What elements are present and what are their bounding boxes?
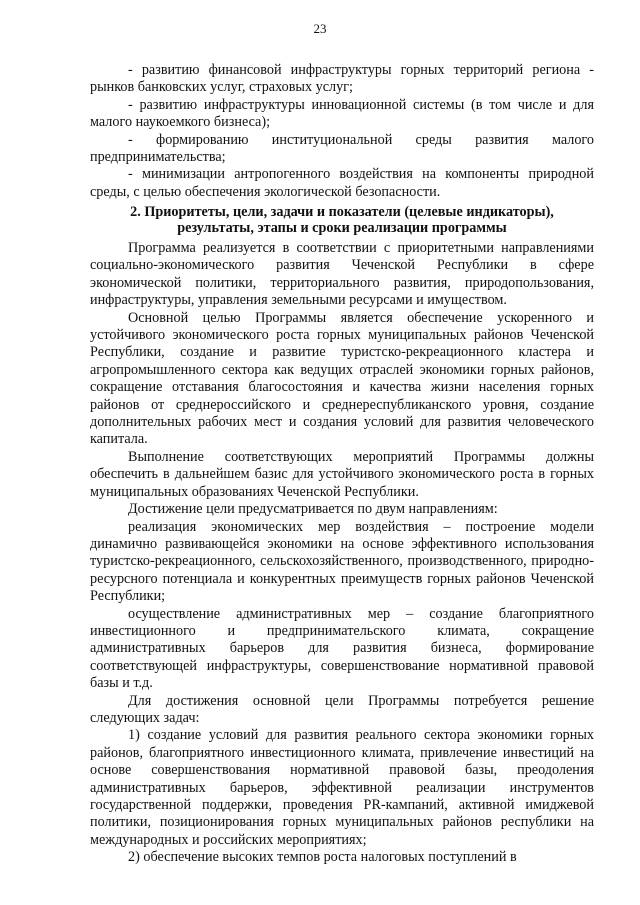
paragraph: реализация экономических мер воздействия – построение модели динамично развивающейся экономики на основе эффективного использования туристско-рекреационного, сельскохозяйственного, производственного, природно-ресурсного потенциала и конкурентных преимуществ горных районов Чеченской Республики; [90, 518, 594, 605]
paragraph: 2) обеспечение высоких темпов роста налоговых поступлений в [128, 849, 517, 866]
page-number: 23 [313, 21, 327, 36]
paragraph: Выполнение соответствующих мероприятий Программы должны обеспечить в дальнейшем базис для устойчивого экономического роста в горных муниципальных образованиях Чеченской Республики. [90, 448, 594, 500]
section-heading-block [110, 204, 574, 236]
bullet-item: - развитию инфраструктуры инновационной системы (в том числе и для малого наукоемкого бизнеса); [90, 96, 594, 131]
bullet-item: - формированию институциональной среды развития малого предпринимательства; [90, 131, 594, 166]
bullet-list [90, 62, 594, 201]
paragraph: Основной целью Программы является обеспечение ускоренного и устойчивого экономического роста горных муниципальных районов Чеченской Республики, создание и развитие туристско-рекреационного кластера и агропромышленного сектора как ведущих отраслей экономики горных районов, сокращение отставания благосостояния и качества жизни населения горных районов от среднероссийского и среднереспубликанского уровня, создание дополнительных рабочих мест и создания условий для развития человеческого капитала. [90, 309, 594, 448]
paragraph: осуществление административных мер – создание благоприятного инвестиционного и предпринимательского климата, сокращение административных барьеров для развития бизнеса, формирование соответствующей инфраструктуры, совершенствование нормативной правовой базы и т.д. [90, 605, 594, 692]
body-text [90, 240, 594, 867]
paragraph: 1) создание условий для развития реального сектора экономики горных районов, благоприятного инвестиционного климата, привлечение инвестиций на основе совершенствования нормативной правовой базы, преодоления административных барьеров, эффективной реализации инструментов государственной поддержки, проведения PR-кампаний, активной имиджевой политики, позиционирования горных муниципальных районов республики на международных и российских мероприятиях; [90, 727, 594, 848]
section-heading: 2. Приоритеты, цели, задачи и показатели (целевые индикаторы), результаты, этапы и сроки реализации программы [130, 204, 554, 236]
paragraph: Программа реализуется в соответствии с приоритетными направлениями социально-экономического развития Чеченской Республики в сфере экономической политики, территориального развития, природопользования, инфраструктуры, управления земельными ресурсами и имуществом. [90, 240, 594, 309]
bullet-item: - развитию финансовой инфраструктуры горных территорий региона - рынков банковских услуг, страховых услуг; [90, 62, 594, 96]
paragraph: Достижение цели предусматривается по двум направлениям: [128, 501, 498, 518]
paragraph: Для достижения основной цели Программы потребуется решение следующих задач: [90, 692, 594, 726]
bullet-item: - минимизации антропогенного воздействия на компоненты природной среды, с целью обеспечения экологической безопасности. [90, 166, 594, 200]
